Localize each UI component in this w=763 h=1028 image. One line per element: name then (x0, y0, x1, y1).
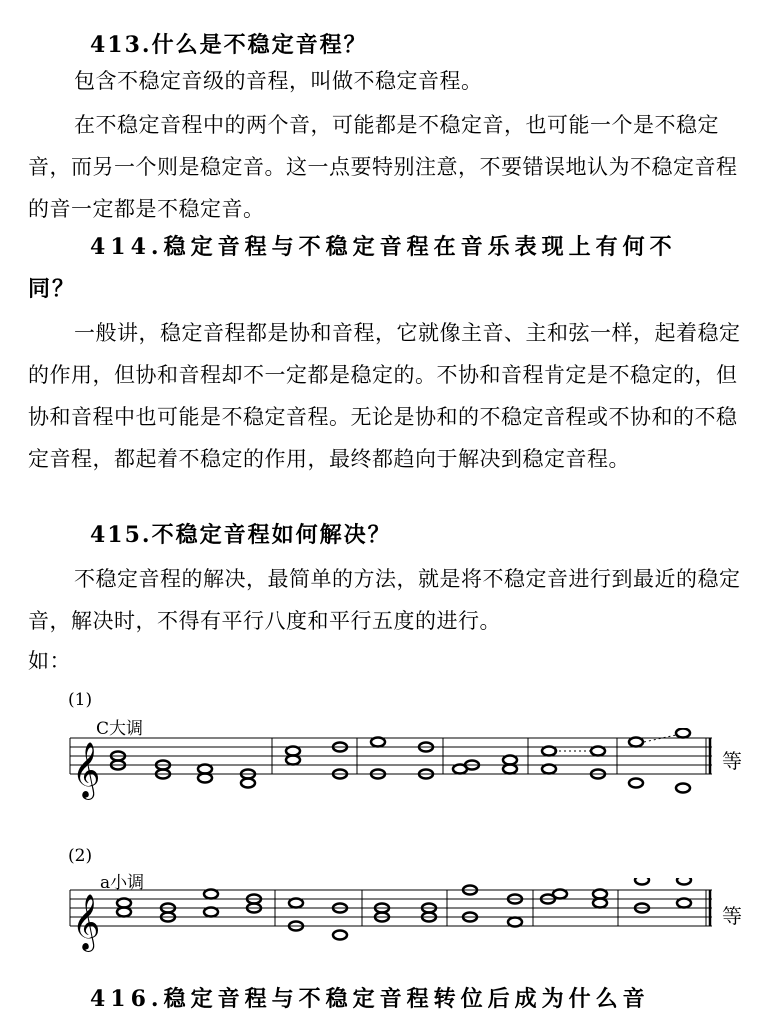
example-2-staff (0, 878, 763, 958)
example-1-staff (0, 728, 763, 808)
example-1-label: (1) (68, 690, 93, 710)
question-title: 稳定音程与不稳定音程转位后成为什么音 (163, 986, 650, 1012)
paragraph-413-b: 在不稳定音程中的两个音，可能都是不稳定音，也可能一个是不稳定音，而另一个则是稳定音。这一点要特别注意，不要错误地认为不稳定音程的音一定都是不稳定音。 (28, 113, 738, 221)
question-414-heading (28, 230, 750, 302)
paragraph-415: 不稳定音程的解决，最简单的方法，就是将不稳定音进行到最近的稳定音，解决时，不得有平行八度和平行五度的进行。 (28, 567, 741, 633)
question-title: 稳定音程与不稳定音程在音乐表现上有何不 (163, 234, 677, 260)
question-416-heading (90, 982, 750, 1013)
paragraph-414: 一般讲，稳定音程都是协和音程，它就像主音、主和弦一样，起着稳定的作用，但协和音程却不一定都是稳定的。不协和音程肯定是不稳定的，但协和音程中也可能是不稳定音程。无论是协和的不稳定音程或不协和的不稳定音程，都起着不稳定的作用，最终都趋向于解决到稳定音程。 (28, 321, 741, 471)
question-number: 415. (90, 522, 152, 548)
question-413-heading (90, 28, 368, 59)
example-2-etc: 等 (722, 904, 742, 928)
question-title: 不稳定音程如何解决？ (151, 522, 392, 548)
question-number: 416. (90, 986, 164, 1012)
example-2-label: (2) (68, 846, 93, 866)
question-415-heading (90, 518, 392, 549)
question-number: 414. (90, 234, 164, 260)
paragraph-413-a: 包含不稳定音级的音程，叫做不稳定音程。 (74, 69, 483, 93)
treble-clef-icon: 𝄞 (72, 894, 101, 950)
example-1-key: C大调 (96, 719, 144, 739)
example-2-key: a小调 (100, 873, 145, 893)
question-title-continued: 同？ (28, 276, 77, 302)
question-title: 什么是不稳定音程？ (151, 32, 368, 58)
question-number: 413. (90, 32, 152, 58)
treble-clef-icon: 𝄞 (72, 742, 101, 798)
paragraph-415-example-intro: 如： (28, 649, 71, 673)
example-1-etc: 等 (722, 749, 742, 773)
